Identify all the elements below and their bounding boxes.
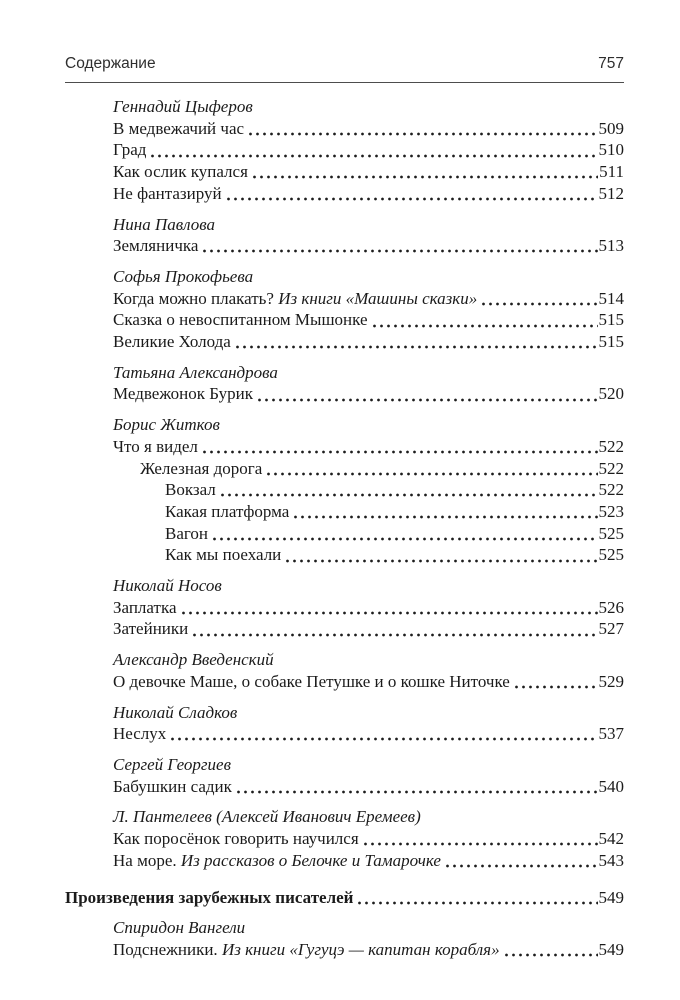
toc-author-row [65, 414, 624, 436]
toc-item-row [65, 671, 624, 693]
toc-author-name: Александр Введенский [113, 650, 274, 670]
toc-author-name: Софья Прокофьева [113, 266, 254, 286]
toc-item-row [65, 288, 624, 310]
toc-page-number: 511 [599, 162, 624, 182]
toc-item-row [65, 183, 624, 205]
toc-page-number: 513 [598, 236, 624, 256]
toc-page-number: 526 [598, 597, 624, 617]
toc-item-title: О девочке Маше, о собаке Петушке и о кошке Ниточке [113, 671, 510, 691]
toc-item-row [65, 618, 624, 640]
toc-item-title: Неслух [113, 724, 167, 744]
toc-page-number: 549 [598, 887, 624, 907]
toc-item-row [65, 501, 624, 523]
toc-author-name: Сергей Георгиев [113, 754, 231, 774]
toc-item-row [65, 118, 624, 140]
toc-author-row [65, 754, 624, 776]
toc-item-row [65, 544, 624, 566]
toc-page-number: 525 [598, 545, 624, 565]
dot-leader [225, 183, 598, 205]
toc-item-row [65, 939, 624, 961]
toc-item-row [65, 776, 624, 798]
toc-item-title: Что я видел [113, 436, 198, 456]
dot-leader [191, 618, 597, 640]
toc-page-number: 542 [598, 829, 624, 849]
toc-item-title: Земляничка [113, 236, 199, 256]
toc-page-number: 515 [598, 332, 624, 352]
toc-item-row [65, 436, 624, 458]
toc-author-name: Борис Житков [113, 415, 220, 435]
dot-leader [256, 383, 598, 405]
toc-page-number: 522 [598, 458, 624, 478]
dot-leader [362, 828, 598, 850]
toc-author-name: Николай Носов [113, 576, 222, 596]
toc-page-number: 515 [598, 310, 624, 330]
folio-page-number: 757 [598, 55, 624, 72]
toc-author-name: Николай Сладков [113, 702, 238, 722]
toc-item-title: Заплатка [113, 597, 177, 617]
toc-page-number: 527 [598, 619, 624, 639]
dot-leader [219, 479, 598, 501]
toc-item-title: Как мы поехали [165, 545, 282, 565]
toc-item-title: Когда можно плакать? Из книги «Машины сказки» [113, 288, 478, 308]
toc-item-title: Град [113, 140, 147, 160]
dot-leader [284, 544, 597, 566]
toc-author-name: Л. Пантелеев (Алексей Иванович Еремеев) [113, 807, 421, 827]
toc-author-row [65, 214, 624, 236]
toc-author-row [65, 575, 624, 597]
toc-item-title: Как ослик купался [113, 162, 248, 182]
dot-leader [235, 776, 598, 798]
toc-page-number: 543 [598, 850, 624, 870]
toc-item-title: Бабушкин садик [113, 776, 232, 796]
toc-item-title: Как поросёнок говорить научился [113, 829, 359, 849]
toc-item-row [65, 458, 624, 480]
toc-item-title: Великие Холода [113, 332, 231, 352]
dot-leader [234, 331, 598, 353]
running-title: Содержание [65, 55, 156, 72]
toc-item-title: В медвежачий час [113, 118, 245, 138]
toc-item-title: Произведения зарубежных писателей [65, 887, 354, 907]
toc-item-row [65, 331, 624, 353]
dot-leader [149, 139, 597, 161]
dot-leader [180, 597, 598, 619]
toc-author-name: Спиридон Вангели [113, 918, 246, 938]
dot-leader [513, 671, 598, 693]
dot-leader [356, 887, 597, 909]
toc-author-row [65, 649, 624, 671]
toc-page-number: 529 [598, 671, 624, 691]
toc-item-title: Не фантазируй [113, 183, 222, 203]
toc-item-row [65, 139, 624, 161]
dot-leader [201, 235, 597, 257]
toc-item-row [65, 479, 624, 501]
dot-leader [247, 118, 597, 140]
dot-leader [480, 288, 597, 310]
toc-item-title: На море. Из рассказов о Белочке и Тамарочке [113, 850, 441, 870]
toc-author-name: Нина Павлова [113, 214, 215, 234]
page-header [65, 55, 624, 83]
toc-item-row [65, 161, 624, 183]
toc-page-number: 525 [598, 523, 624, 543]
toc-item-title: Медвежонок Бурик [113, 384, 253, 404]
toc-author-name: Геннадий Цыферов [113, 97, 253, 116]
dot-leader [265, 458, 597, 480]
toc-page-number: 522 [598, 480, 624, 500]
toc-item-title: Вокзал [165, 480, 216, 500]
toc-item-title: Железная дорога [140, 458, 263, 478]
dot-leader [371, 309, 598, 331]
toc-author-row [65, 806, 624, 828]
toc-item-row [65, 383, 624, 405]
toc-item-row [65, 235, 624, 257]
toc-item-title: Какая платформа [165, 501, 290, 521]
toc-section-row [65, 887, 624, 909]
dot-leader [444, 850, 598, 872]
toc-item-row [65, 523, 624, 545]
toc-author-row [65, 917, 624, 939]
dot-leader [503, 939, 598, 961]
toc-page-number: 540 [598, 776, 624, 796]
toc-author-row [65, 266, 624, 288]
toc-author-row [65, 96, 624, 118]
dot-leader [251, 161, 598, 183]
toc-author-name: Татьяна Александрова [113, 362, 278, 382]
toc-page-number: 510 [598, 140, 624, 160]
toc-item-row [65, 723, 624, 745]
toc-page-number: 520 [598, 384, 624, 404]
toc-page-number: 523 [598, 501, 624, 521]
toc-item-title: Затейники [113, 619, 189, 639]
toc-page-number: 549 [598, 939, 624, 959]
dot-leader [211, 523, 597, 545]
toc-item-row [65, 309, 624, 331]
dot-leader [292, 501, 597, 523]
dot-leader [201, 436, 598, 458]
toc-page-number: 509 [598, 118, 624, 138]
toc-list [65, 96, 624, 961]
toc-item-row [65, 850, 624, 872]
toc-page-number: 512 [598, 183, 624, 203]
toc-page-number: 537 [598, 724, 624, 744]
toc-author-row [65, 702, 624, 724]
toc-author-row [65, 362, 624, 384]
toc-page-number: 514 [598, 288, 624, 308]
toc-item-row [65, 828, 624, 850]
toc-item-title: Подснежники. Из книги «Гугуцэ — капитан корабля» [113, 939, 500, 959]
dot-leader [169, 723, 597, 745]
toc-item-title: Сказка о невоспитанном Мышонке [113, 310, 368, 330]
toc-page-number: 522 [598, 436, 624, 456]
toc-item-title: Вагон [165, 523, 209, 543]
toc-item-row [65, 597, 624, 619]
